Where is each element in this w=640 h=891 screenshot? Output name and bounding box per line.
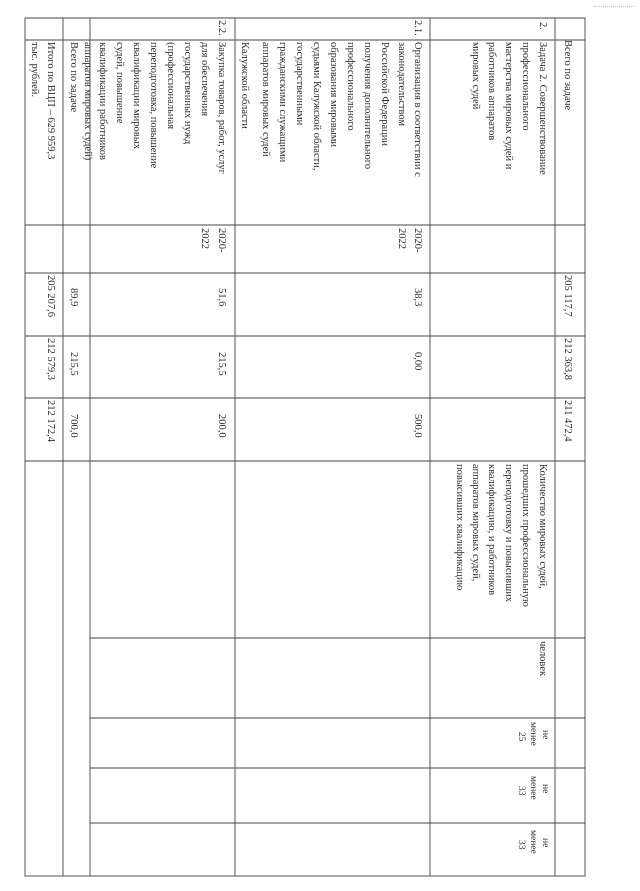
row21-text-line: получения дополнительного [362,42,373,170]
total-label-top: Всего по задаче [562,40,573,111]
target-2021: менее [528,776,538,800]
row22-2020: 51,6 [216,288,227,307]
row22-text-line: судей, повышение [114,42,125,124]
row22-2021: 215,5 [216,352,227,376]
vcp-total-2021: 212 579,3 [45,338,56,380]
total-top-2021: 212 363,8 [562,338,573,380]
vcp-total-label: Итого по ВЦП – 629 959,3 [45,42,56,160]
target-2022: менее [528,830,538,854]
target-2020: менее [528,722,538,746]
vcp-total-2022: 212 172,4 [45,400,56,442]
row21-2020: 38,3 [412,288,423,307]
row22-number: 2.2. [216,20,227,36]
row2-title-line: профессионального [520,42,531,131]
row21-text-line: Калужской области [239,42,250,129]
indicator-line: Количество мировых судей, [537,464,548,589]
indicator-line: аппаратов мировых судей, [470,464,481,582]
task-total-label: Всего по задаче [68,42,79,113]
row2-title-line: мастерства мировых судей и [503,42,514,170]
row2-number: 2. [537,22,548,30]
total-top-2020: 205 117,7 [562,275,573,317]
row22-text-line: квалификации работников [97,42,108,161]
row22-text-line: Закупка товаров, работ, услуг [216,42,227,174]
indicator-line: квалификацию, и работников [486,464,497,596]
row21-text-line: судьями Калужской области, [311,42,322,171]
row22-text-line: для обеспечения [199,42,210,117]
row21-text-line: Российской Федерации [379,42,390,146]
row22-text-line: аппаратов мировых судей) [82,42,93,161]
row21-2022: 500,0 [412,414,423,438]
row22-text-line: государственных нужд [182,42,193,145]
table-grid [25,18,585,876]
table-text [29,20,573,854]
row22-text-line: (профессиональная [165,42,176,130]
row21-text-line: образования мировыми [328,42,339,148]
target-2021: 33 [516,786,526,796]
row22-period: 2020- [216,228,227,253]
row21-period: 2020- [412,228,423,253]
row21-text-line: аппаратов мировых судей [260,42,271,157]
target-2020: не [540,730,550,740]
indicator-line: переподготовку и повысивших [503,464,514,603]
task-total-2020: 89,9 [68,288,79,307]
indicator-line: повысивших квалификацию [454,464,465,591]
row21-text-line: гражданскими служащими [277,42,288,163]
row2-title-line: Задача 2. Совершенствование [537,42,548,175]
indicator-unit: человек [537,641,548,677]
vcp-total-label: тыс. рублей. [29,42,40,98]
row21-text-line: профессионального [345,42,356,131]
target-2020: 25 [516,732,526,742]
task-total-2022: 700,0 [68,414,79,438]
row21-text-line: Организация в соответствии с [412,42,423,177]
row21-number: 2.1. [412,20,423,36]
row22-period: 2022 [199,228,210,249]
row22-text-line: квалификации мировых [131,42,142,150]
row22-2022: 200,0 [216,414,227,438]
row2-title-line: работников аппаратов [486,42,497,141]
task-total-2021: 215,5 [68,352,79,376]
indicator-line: прошедших профессиональную [520,464,531,607]
row21-period: 2022 [396,228,407,249]
row2-title-line: мировых судей [470,42,481,110]
row21-text-line: законодательством [396,42,407,127]
target-2022: 33 [516,840,526,850]
row21-2021: 0,00 [412,352,423,371]
target-2021: не [540,784,550,794]
row22-text-line: переподготовка, повышение [148,42,159,169]
total-top-2022: 211 472,4 [562,400,573,442]
target-2022: не [540,838,550,848]
row21-text-line: государственными [294,42,305,126]
vcp-total-2020: 205 207,6 [45,275,56,317]
